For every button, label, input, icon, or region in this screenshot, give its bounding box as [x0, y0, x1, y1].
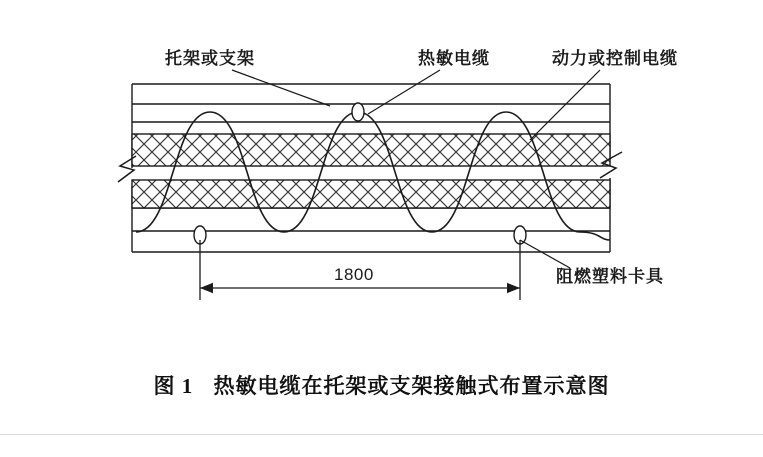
figure-caption: [0, 370, 763, 400]
annotation-power-cable-label: 动力或控制电缆: [552, 49, 678, 68]
annotation-sensor-cable-label: 热敏电缆: [418, 49, 490, 68]
power-cable-band-lower: [132, 180, 610, 208]
figure-caption-text: 热敏电缆在托架或支架接触式布置示意图: [213, 374, 610, 398]
leader-lines: [232, 70, 600, 268]
dimension-value-label: 1800: [334, 265, 374, 284]
tray-structure: [132, 84, 610, 252]
flame-retardant-clamp: [194, 103, 526, 244]
annotation-clamp-label: 阻燃塑料卡具: [556, 267, 664, 286]
power-cable-band-upper: [132, 134, 610, 166]
annotation-bracket-label: 托架或支架: [165, 49, 255, 68]
bottom-divider: [0, 434, 763, 435]
tray-side-rails: [132, 84, 610, 252]
figure-number: 图 1: [153, 374, 194, 398]
